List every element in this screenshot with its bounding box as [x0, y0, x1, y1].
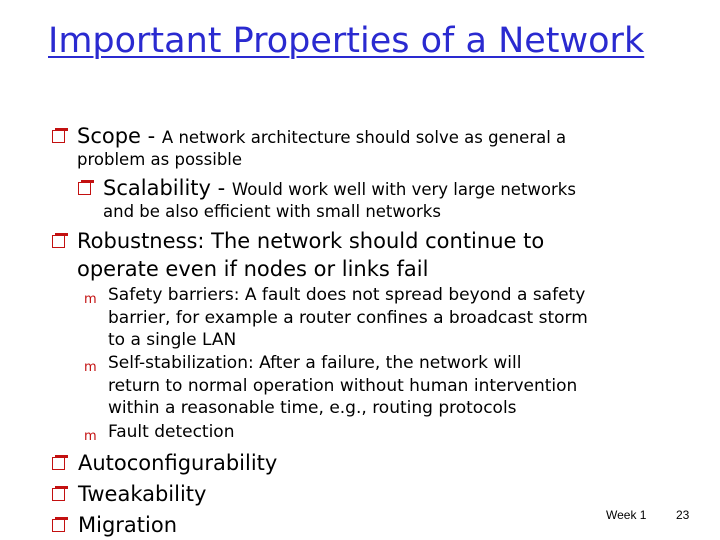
bullet-square-icon	[78, 182, 91, 195]
bullet-line: operate even if nodes or links fail	[77, 257, 429, 281]
subbullet-line: Fault detection	[108, 422, 235, 442]
subbullet-line: within a reasonable time, e.g., routing protocols	[108, 398, 517, 418]
bullet-robustness	[52, 227, 692, 283]
bullet-square-icon	[52, 235, 65, 248]
bullet-tweakability	[78, 480, 718, 508]
bullet-scope	[52, 122, 692, 170]
subbullet-line: return to normal operation without human intervention	[108, 375, 578, 396]
bullet-continuation: problem as possible	[77, 150, 243, 169]
bullet-text: Migration	[78, 513, 178, 537]
subbullet-line: Safety barriers: A fault does not spread beyond a safety	[108, 285, 586, 305]
subbullet-safety-barriers	[84, 284, 664, 352]
bullet-text: Autoconfigurability	[78, 451, 278, 475]
bullet-desc: Would work well with very large networks	[231, 180, 576, 199]
subbullet-marker-icon: m	[84, 292, 97, 307]
subbullet-marker-icon: m	[84, 360, 97, 375]
subbullet-line: barrier, for example a router confines a broadcast storm	[108, 307, 588, 328]
bullet-separator: -	[140, 124, 162, 148]
page-number: 23	[676, 508, 690, 522]
subbullet-self-stabilization	[84, 352, 664, 420]
bullet-square-icon	[52, 457, 65, 470]
bullet-separator: -	[210, 176, 232, 200]
subbullet-fault-detection	[84, 421, 664, 444]
footer-week: Week 1	[606, 508, 647, 522]
bullet-scalability	[78, 174, 718, 222]
bullet-text: Tweakability	[78, 482, 207, 506]
bullet-term: Scope	[77, 124, 141, 148]
subbullet-line: Self-stabilization: After a failure, the network will	[108, 353, 522, 373]
bullet-square-icon	[52, 488, 65, 501]
bullet-autoconfigurability	[78, 449, 718, 477]
bullet-continuation: and be also efficient with small networks	[103, 202, 441, 221]
bullet-line: Robustness: The network should continue to	[77, 229, 545, 253]
subbullet-line: to a single LAN	[108, 330, 237, 350]
bullet-square-icon	[52, 130, 65, 143]
subbullet-marker-icon: m	[84, 429, 97, 444]
bullet-desc: A network architecture should solve as general a	[161, 128, 567, 147]
bullet-term: Scalability	[103, 176, 211, 200]
bullet-square-icon	[52, 519, 65, 532]
slide-title: Important Properties of a Network	[48, 21, 645, 61]
